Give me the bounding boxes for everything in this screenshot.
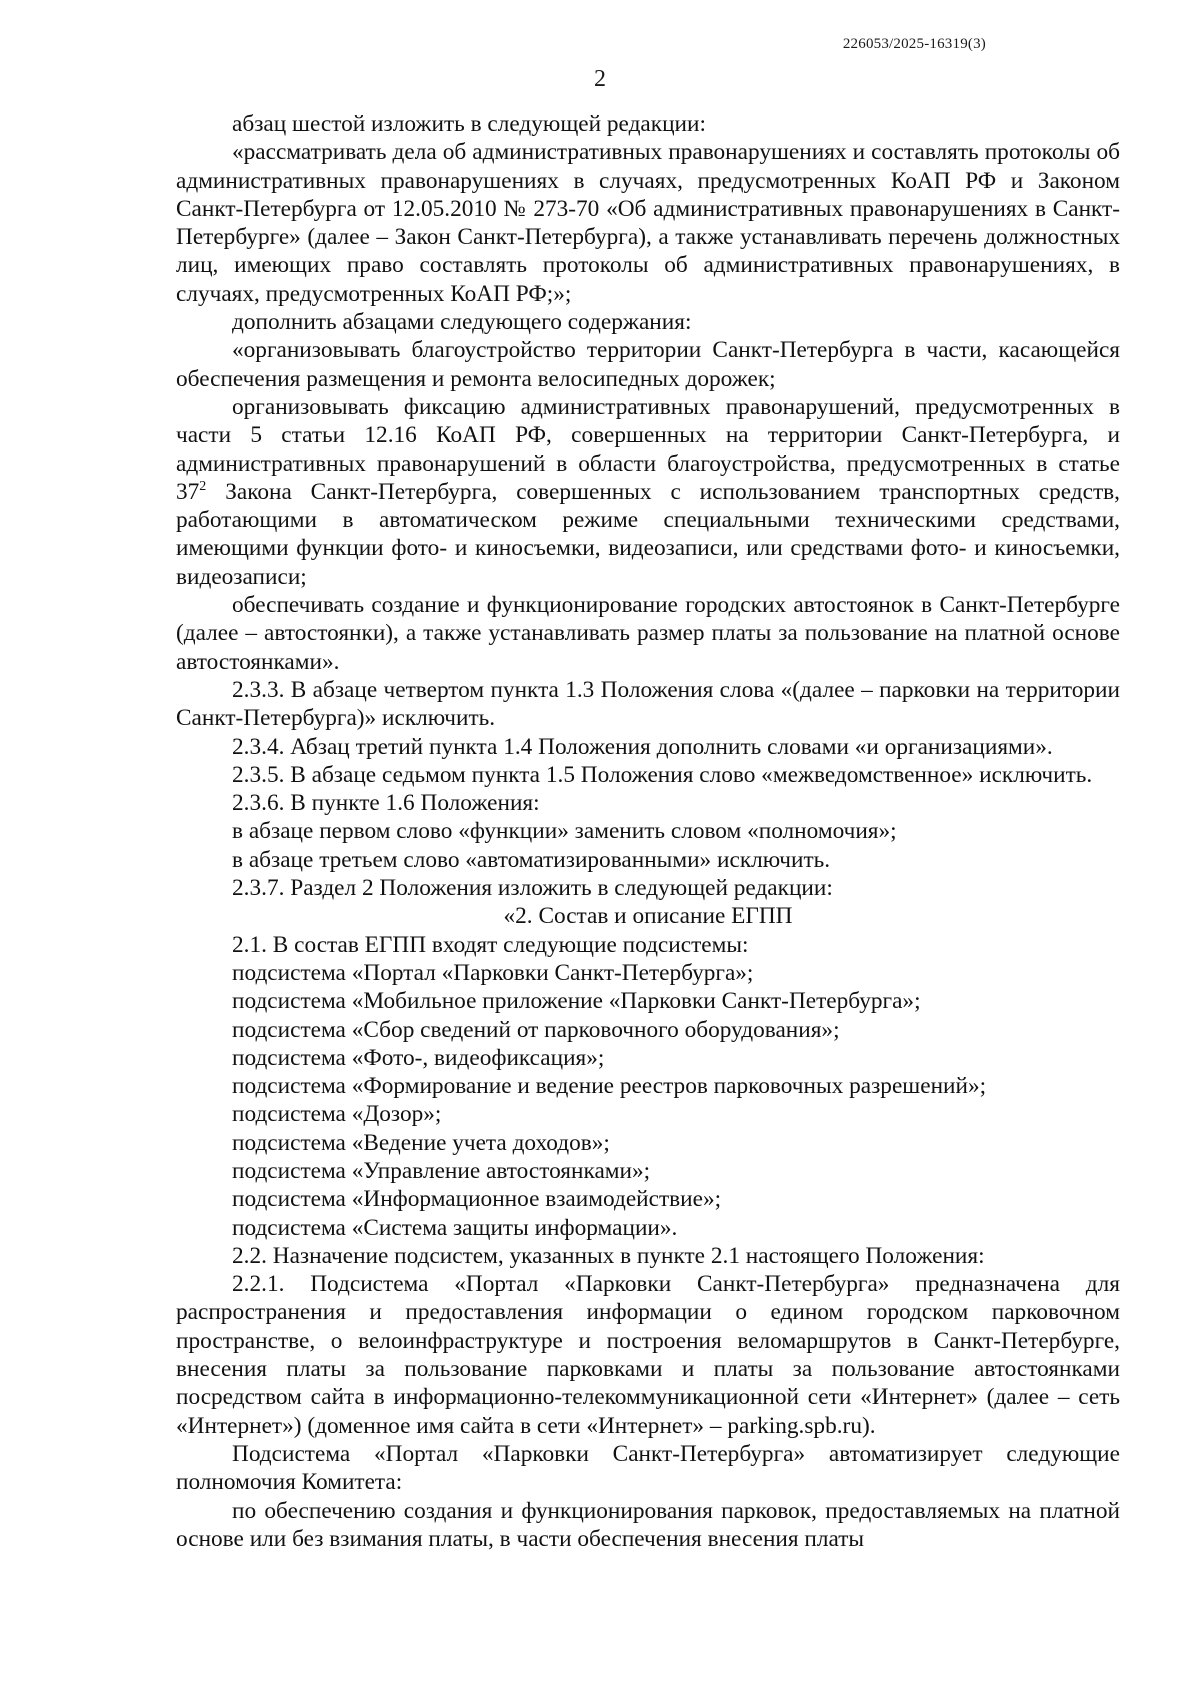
paragraph: «организовывать благоустройство территории Санкт-Петербурга в части, касающейся обеспечения размещения и ремонта велосипедных дорожек; bbox=[176, 337, 1120, 392]
paragraph: 2.2.1. Подсистема «Портал «Парковки Санкт-Петербурга» предназначена для распространения и предоставления информации о едином городском парковочном пространстве, о велоинфраструктуре и построения веломаршрутов в Санкт-Петербурге, внесения платы за пользование парковками и платы за пользование автостоянками посредством сайта в информационно-телекоммуникационной сети «Интернет» (далее – сеть «Интернет») (доменное имя сайта в сети «Интернет» – parking.spb.ru). bbox=[176, 1271, 1120, 1439]
paragraph-fixation bbox=[176, 393, 1120, 591]
list-item: подсистема «Дозор»; bbox=[232, 1101, 442, 1128]
paragraph-text: в статье 37 bbox=[176, 450, 1121, 505]
list-item: подсистема «Портал «Парковки Санкт-Петербурга»; bbox=[232, 959, 754, 986]
list-item: подсистема «Ведение учета доходов»; bbox=[232, 1129, 610, 1156]
paragraph: «рассматривать дела об административных правонарушениях и составлять протоколы об административных правонарушениях в случаях, предусмотренных КоАП РФ и Законом Санкт-Петербурга от 12.05.2010 № 273-70 «Об административных правонарушениях в Санкт-Петербурге» (далее – Закон Санкт-Петербурга), а также устанавливать перечень должностных лиц, имеющих право составлять протоколы об административных правонарушениях, в случаях, предусмотренных КоАП РФ;»; bbox=[176, 139, 1120, 307]
document-number: 226053/2025-16319(3) bbox=[842, 36, 986, 52]
paragraph: абзац шестой изложить в следующей редакции: bbox=[232, 111, 706, 137]
paragraph: по обеспечению создания и функционирования парковок, предоставляемых на платной основе или без взимания платы, в части обеспечения внесения платы bbox=[176, 1497, 1120, 1552]
list-item: подсистема «Фото-, видеофиксация»; bbox=[232, 1044, 605, 1071]
paragraph: Подсистема «Портал «Парковки Санкт-Петербурга» автоматизирует следующие полномочия Комитета: bbox=[176, 1440, 1120, 1496]
paragraph: 2.3.4. Абзац третий пункта 1.4 Положения дополнить словами «и организациями». bbox=[232, 733, 1053, 760]
paragraph: в абзаце первом слово «функции» заменить словом «полномочия»; bbox=[232, 818, 897, 845]
paragraph: 2.3.5. В абзаце седьмом пункта 1.5 Положения слово «межведомственное» исключить. bbox=[232, 761, 1093, 788]
paragraph-text: Закона Санкт-Петербурга, совершенных с использованием транспортных средств, работающими в автоматическом режиме специальными техническими средствами, имеющими функции фото- и киносъемки, видеозаписи, или средствами фото- и киносъемки, видеозаписи; bbox=[176, 478, 1120, 590]
list-item: подсистема «Система защиты информации». bbox=[232, 1214, 678, 1241]
paragraph: 2.2. Назначение подсистем, указанных в пункте 2.1 настоящего Положения: bbox=[232, 1242, 985, 1269]
list-item: подсистема «Формирование и ведение реестров парковочных разрешений»; bbox=[232, 1073, 987, 1100]
paragraph: 2.3.7. Раздел 2 Положения изложить в следующей редакции: bbox=[232, 875, 833, 902]
page-number: 2 bbox=[594, 66, 606, 92]
paragraph: 2.3.6. В пункте 1.6 Положения: bbox=[232, 790, 540, 817]
paragraph: в абзаце третьем слово «автоматизированными» исключить. bbox=[232, 846, 831, 873]
paragraph: 2.3.3. В абзаце четвертом пункта 1.3 Положения слова «(далее – парковки на территории Санкт-Петербурга)» исключить. bbox=[176, 676, 1120, 732]
paragraph: обеспечивать создание и функционирование городских автостоянок в Санкт-Петербурге (далее – автостоянки), а также устанавливать размер платы за пользование на платной основе автостоянками». bbox=[176, 592, 1120, 675]
list-item: подсистема «Управление автостоянками»; bbox=[232, 1157, 651, 1184]
paragraph: дополнить абзацами следующего содержания: bbox=[232, 309, 692, 336]
paragraph: 2.1. В состав ЕГПП входят следующие подсистемы: bbox=[232, 931, 749, 958]
paragraph-text: организовывать фиксацию административных правонарушений, предусмотренных в части 5 статьи 12.16 КоАП РФ, совершенных на территории Санкт-Петербурга, и административных правонарушений в области благоустройства, предусмотренных bbox=[176, 393, 1120, 477]
list-item: подсистема «Информационное взаимодействие»; bbox=[232, 1186, 722, 1213]
list-item: подсистема «Мобильное приложение «Парковки Санкт-Петербурга»; bbox=[232, 988, 921, 1015]
document-body bbox=[176, 110, 1120, 1553]
list-item: подсистема «Сбор сведений от парковочного оборудования»; bbox=[232, 1016, 840, 1043]
superscript: 2 bbox=[199, 479, 207, 495]
section-heading: «2. Состав и описание ЕГПП bbox=[503, 903, 793, 930]
